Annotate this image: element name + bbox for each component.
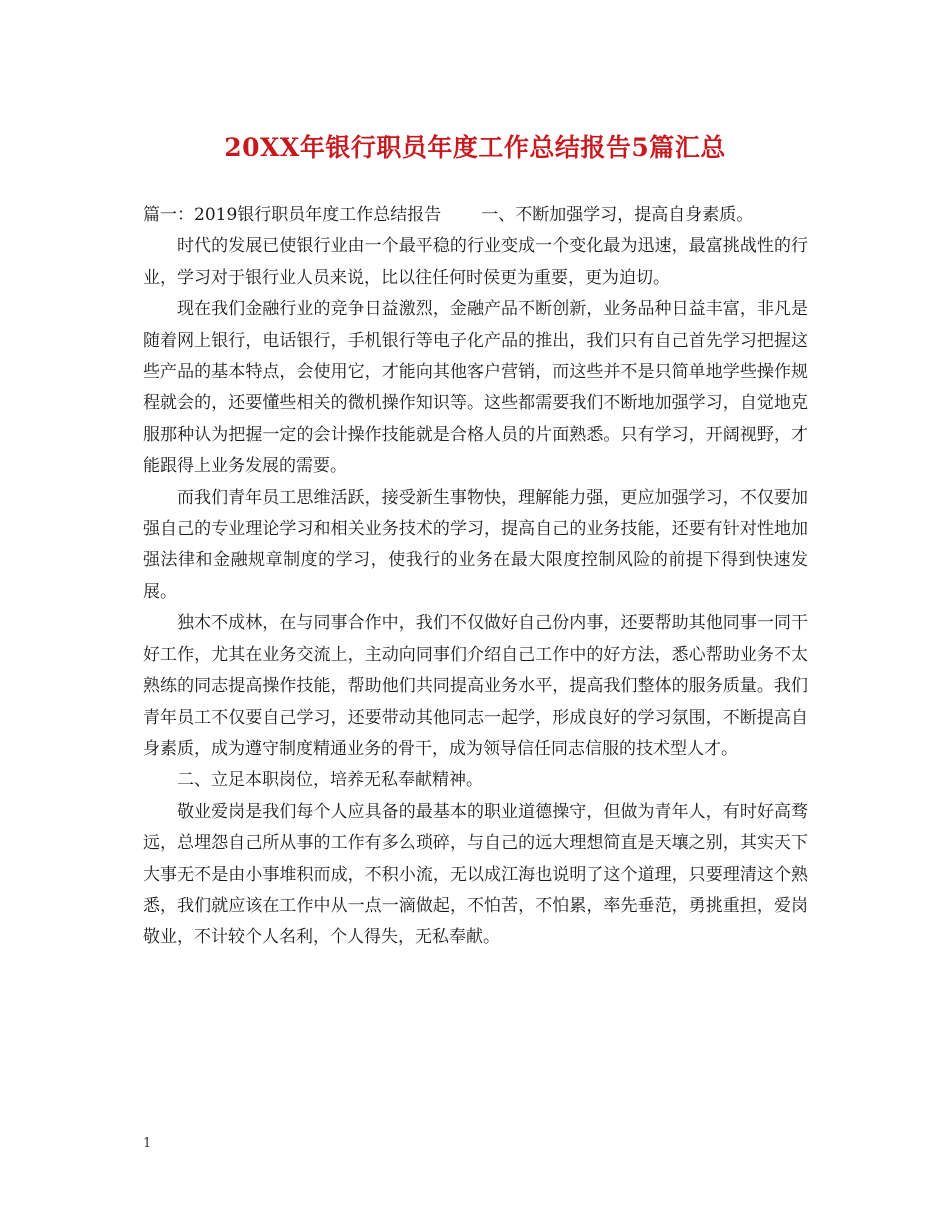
paragraph-6: 敬业爱岗是我们每个人应具备的最基本的职业道德操守，但做为青年人，有时好高骛远，总埋怨自己所从事的工作有多么琐碎，与自己的远大理想简直是天壤之别，其实天下大事无不是由小事堆积而成，不积小流，无以成江海也说明了这个道理，只要理清这个熟悉，我们就应该在工作中从一点一滴做起，不怕苦，不怕累，率先垂范，勇挑重担，爱岗敬业，不计较个人名利，个人得失，无私奉献。 [143,801,808,948]
document-title: 20XX年银行职员年度工作总结报告5篇汇总 [224,133,726,162]
intro-line [143,200,808,231]
paragraph-2: 现在我们金融行业的竞争日益激烈，金融产品不断创新，业务品种日益丰富，非凡是随着网上银行，电话银行，手机银行等电子化产品的推出，我们只有自己首先学习把握这些产品的基本特点，会使用它，才能向其他客户营销，而这些并不是只简单地学些操作规程就会的，还要懂些相关的微机操作知识等。这些都需要我们不断地加强学习，自觉地克服那种认为把握一定的会计操作技能就是合格人员的片面熟悉。只有学习，开阔视野，才能跟得上业务发展的需要。 [143,299,808,477]
page-number: 1 [143,1136,152,1151]
paragraph-4: 独木不成林，在与同事合作中，我们不仅做好自己份内事，还要帮助其他同事一同干好工作，尤其在业务交流上，主动向同事们介绍自己工作中的好方法，悉心帮助业务不太熟练的同志提高操作技能，帮助他们共同提高业务水平，提高我们整体的服务质量。我们青年员工不仅要自己学习，还要带动其他同志一起学，形成良好的学习氛围，不断提高自身素质，成为遵守制度精通业务的骨干，成为领导信任同志信服的技术型人才。 [143,613,808,759]
paragraph-5-heading: 二、立足本职岗位，培养无私奉献精神。 [177,770,483,791]
document-body [143,200,808,954]
intro-right-text: 一、不断加强学习，提高自身素质。 [481,205,754,225]
intro-left-text: 篇一：2019银行职员年度工作总结报告 [143,205,442,225]
paragraph-3: 而我们青年员工思维活跃，接受新生事物快，理解能力强，更应加强学习，不仅要加强自己的专业理论学习和相关业务技术的学习，提高自己的业务技能，还要有针对性地加强法律和金融规章制度的学习，使我行的业务在最大限度控制风险的前提下得到快速发展。 [143,487,808,602]
paragraph-1: 时代的发展已使银行业由一个最平稳的行业变成一个变化最为迅速，最富挑战性的行业，学习对于银行业人员来说，比以往任何时侯更为重要，更为迫切。 [143,236,808,288]
